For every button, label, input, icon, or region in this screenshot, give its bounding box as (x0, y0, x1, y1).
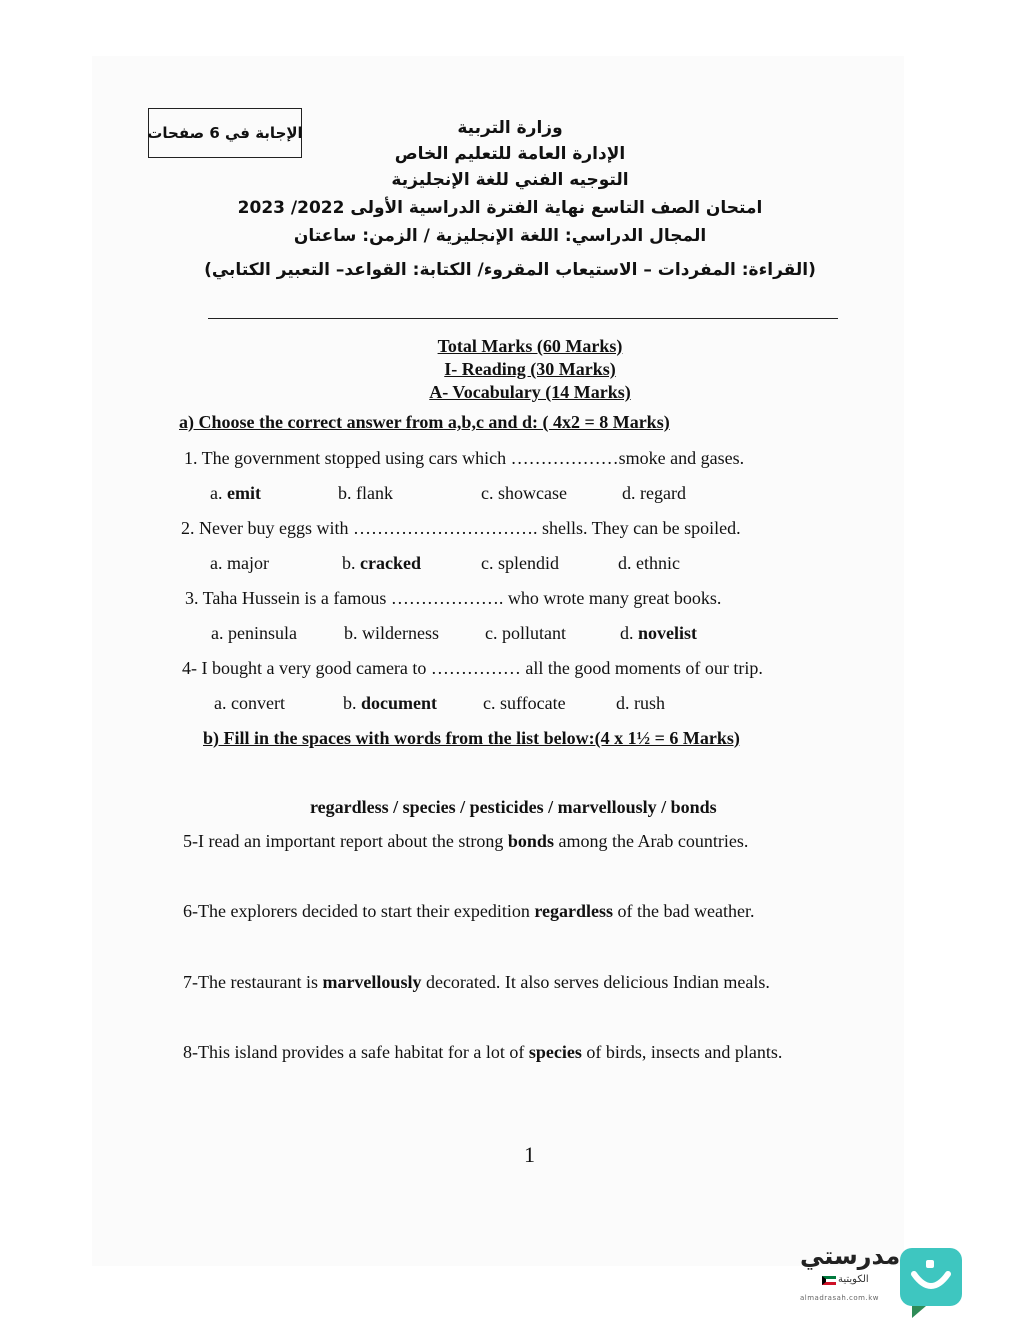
header-directorate: الإدارة العامة للتعليم الخاص (394, 144, 626, 164)
option-1c: c. showcase (481, 483, 567, 503)
header-divider (208, 318, 838, 319)
question-3: 3. Taha Hussein is a famous ………………. who wrote many great books. (185, 588, 722, 608)
page-number: 1 (524, 1142, 535, 1167)
option-1d: d. regard (622, 483, 686, 503)
sentence-6: 6-The explorers decided to start their expedition regardless of the bad weather. (183, 901, 755, 921)
kuwait-flag-icon (822, 1276, 836, 1285)
part-b-heading: b) Fill in the spaces with words from the list below:(4 x 1½ = 6 Marks) (203, 728, 740, 748)
question-2: 2. Never buy eggs with …………………………. shells. They can be spoiled. (181, 518, 741, 538)
sentence-5: 5-I read an important report about the strong bonds among the Arab countries. (183, 831, 749, 851)
option-4b: b. document (343, 693, 437, 713)
word-list: regardless / species / pesticides / marvellously / bonds (310, 797, 717, 817)
header-ministry: وزارة التربية (457, 118, 563, 138)
header-supervision: التوجيه الفني للغة الإنجليزية (391, 170, 629, 190)
option-4c: c. suffocate (483, 693, 566, 713)
madrasati-logo-icon (898, 1246, 964, 1320)
option-4a: a. convert (214, 693, 285, 713)
sentence-8: 8-This island provides a safe habitat for a lot of species of birds, insects and plants. (183, 1042, 783, 1062)
title-reading: I- Reading (30 Marks) (444, 359, 616, 379)
sentence-7: 7-The restaurant is marvellously decorated. It also serves delicious Indian meals. (183, 972, 770, 992)
option-2a: a. major (210, 553, 269, 573)
option-2b: b. cracked (342, 553, 421, 573)
logo-subtitle: الكويتية (838, 1274, 869, 1285)
option-2d: d. ethnic (618, 553, 680, 573)
option-1b: b. flank (338, 483, 393, 503)
title-vocabulary: A- Vocabulary (14 Marks) (429, 382, 631, 402)
title-total-marks: Total Marks (60 Marks) (437, 336, 623, 356)
option-3a: a. peninsula (211, 623, 297, 643)
part-a-heading: a) Choose the correct answer from a,b,c and d: ( 4x2 = 8 Marks) (179, 412, 670, 432)
question-1: 1. The government stopped using cars which ………………smoke and gases. (184, 448, 745, 468)
option-1a: a. emit (210, 483, 261, 503)
logo-name: مدرستي (800, 1242, 901, 1270)
option-3d: d. novelist (620, 623, 698, 643)
option-3b: b. wilderness (344, 623, 439, 643)
logo-url: almadrasah.com.kw (800, 1294, 880, 1302)
question-4: 4- I bought a very good camera to …………… all the good moments of our trip. (182, 658, 763, 678)
answer-pages-box: الإجابة في 6 صفحات (148, 108, 302, 158)
header-exam-title: امتحان الصف التاسع نهاية الفترة الدراسية الأولى 2022/ 2023 (237, 198, 763, 218)
option-4d: d. rush (616, 693, 665, 713)
option-3c: c. pollutant (485, 623, 566, 643)
option-2c: c. splendid (481, 553, 559, 573)
header-subject-time: المجال الدراسي: اللغة الإنجليزية / الزمن: ساعتان (293, 226, 707, 246)
header-sections: (القراءة: المفردات – الاستيعاب المقروء/ الكتابة: القواعد– التعبير الكتابي) (204, 260, 816, 280)
